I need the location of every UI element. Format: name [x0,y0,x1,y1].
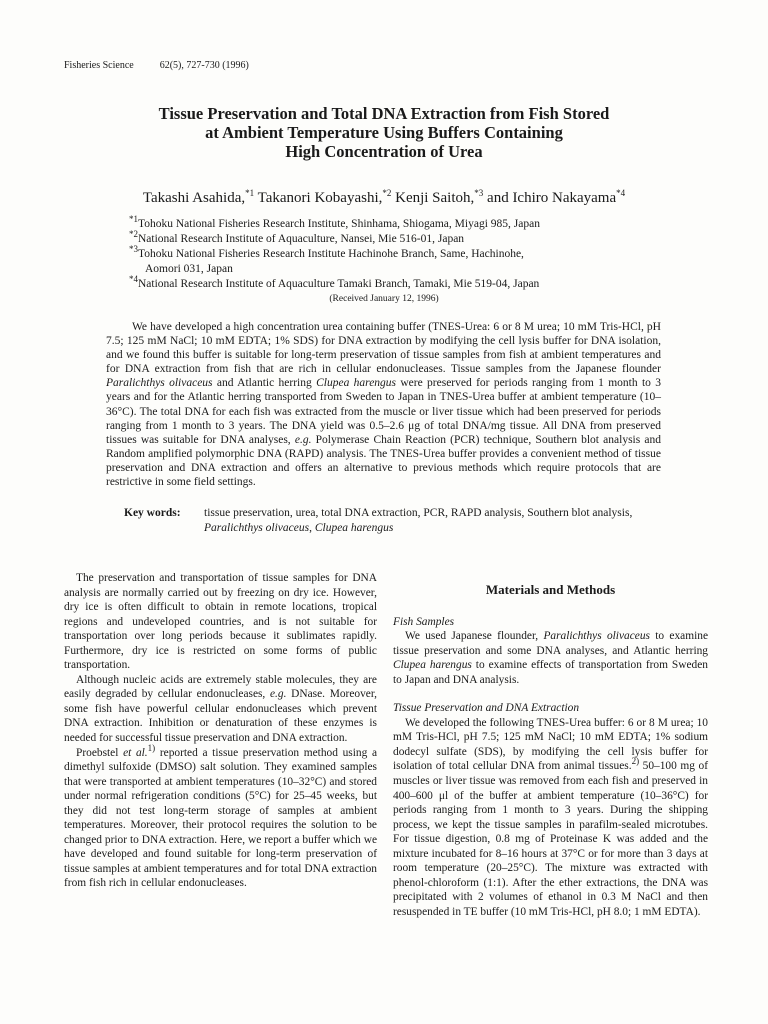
author-mark: *4 [616,188,626,198]
paragraph-text: to examine effects of transportation from Sweden to Japan and DNA analysis. [393,659,708,686]
reference-mark: 2) [631,756,640,767]
affiliation-text: National Research Institute of Aquaculture Tamaki Branch, Tamaki, Mie 519-04, Japan [138,278,540,290]
author-name: Takashi Asahida, [142,190,246,206]
intro-paragraph-1: The preservation and transportation of tissue samples for DNA analysis are normally carried out by freezing on dry ice. However, dry ice is often difficult to obtain in remote locations, tropical regions and undeveloped countries, and is not suitable for transportation over long periods because it sublimates rapidly. Furthermore, dry ice is restricted on some forms of public transportation. [64,572,377,672]
running-header [64,60,249,71]
affiliation-4 [129,274,669,292]
citation: 62(5), 727-730 (1996) [159,60,249,71]
paragraph-text: Although nucleic acids are extremely stable molecules, they are easily degraded by cellular endonucleases, [64,673,377,701]
paragraph-emphasis: et al. [123,746,148,759]
abstract-text: were preserved for periods ranging from 1 month to 3 years and for the Atlantic herring transported from Sweden to Japan in TNES-Urea buffer at ambient temperature (10–36°C). The total DNA for each fish was extracted from the muscle or liver tissue which had been preserved for periods ranging from 1 month to 3 years. The DNA yield was 0.5–2.6 μg of total DNA/mg tissue. All DNA from preserved tissues was suitable for DNA analyses, [106,377,661,446]
keywords-list [204,506,669,536]
author-name: and Ichiro Nakayama [487,190,617,206]
keyword-separator: , [309,522,315,534]
abstract-text: We have developed a high concentration urea containing buffer (TNES-Urea: 6 or 8 M urea; 10 mM Tris-HCl, pH 7.5; 125 mM NaCl; 10 mM EDTA; 1% SDS) for DNA extraction by modifying the cell lysis buffer for DNA isolation, and we found this buffer is suitable for long-term preservation of tissue samples from fish at ambient temperatures and for DNA extraction from fish that are rich in cellular endonucleases. Tissue samples from the Japanese flounder [106,321,661,376]
author-mark: *2 [382,188,392,198]
affiliation-mark: *1 [129,214,138,225]
paragraph-text: We developed the following TNES-Urea buffer: 6 or 8 M urea; 10 mM Tris-HCl, pH 7.5; 125 mM NaCl; 10 mM EDTA; 1% sodium dodecyl sulfate (SDS), by modifying the cell lysis buffer for isolation of total cellular DNA from animal tissues. [393,716,708,773]
keyword-text: tissue preservation, urea, total DNA extraction, PCR, RAPD analysis, Southern blot analysis, [204,507,633,519]
author-list [60,190,708,207]
affiliation-mark: *4 [129,274,138,285]
subsection-fish-samples: Fish Samples [393,615,455,628]
right-column [393,580,708,919]
keywords [124,506,669,536]
author-name: Takanori Kobayashi, [257,190,383,206]
abstract [106,320,661,489]
intro-paragraph-3 [64,742,377,891]
keywords-label: Key words: [124,507,181,519]
author-mark: *3 [474,188,484,198]
section-heading: Materials and Methods [485,582,616,597]
author-name: Kenji Saitoh, [395,190,475,206]
affiliations [129,214,669,292]
title-line-1: Tissue Preservation and Total DNA Extraction from Fish Stored [158,104,610,123]
abstract-text: Polymerase Chain Reaction (PCR) technique, Southern blot analysis and Random amplified polymorphic DNA (RAPD) analysis. The TNES-Urea buffer provides a convenient method of tissue preservation and DNA extraction and offers an alternative to previous methods which require protocols that are restrictive in some field settings. [106,433,661,489]
affiliation-text: National Research Institute of Aquaculture, Nansei, Mie 516-01, Japan [138,233,465,245]
journal-name: Fisheries Science [64,60,134,71]
affiliation-text: Tohoku National Fisheries Research Institute, Shinhama, Shiogama, Miyagi 985, Japan [138,218,540,230]
keyword-species: Paralichthys olivaceus [204,522,310,534]
affiliation-3 [129,244,669,262]
intro-paragraph-2 [64,673,377,746]
methods-paragraph-2 [393,716,708,920]
affiliation-1 [129,214,669,232]
paragraph-text: reported a tissue preservation method using a dimethyl sulfoxide (DMSO) salt solution. They examined samples that were transported at ambient temperatures (10–32°C) and stored under normal refrigeration conditions (5°C) for 25–45 weeks, but they did not test long-term storage of samples at ambient temperatures. Moreover, their protocol requires the solution to be changed prior to DNA extraction. Here, we report a buffer which we have developed and found suitable for long-term preservation of tissue samples at ambient temperatures and for total DNA extraction from fish rich in cellular endonucleases. [64,746,377,890]
species-name: Paralichthys olivaceus [543,630,650,643]
abstract-text: and Atlantic herring [212,377,317,390]
paragraph-text: 50–100 mg of muscles or liver tissue was removed from each fish and preserved in 400–600 μl of the buffer at ambient temperature (10–36°C) for periods ranging from 1 month to 3 years. During the shipping process, we kept the tissue samples in parafilm-sealed microtubes. For tissue digestion, 0.8 mg of Proteinase K was added and the mixture incubated for 8–16 hours at 37°C or for more than 3 days at room temperature (20–25°C). The mixture was extracted with phenol-chloroform (1:1). After the ether extractions, the DNA was precipitated with 2 volumes of ethanol in 0.3 M NaCl and then resuspended in TE buffer (10 mM Tris-HCl, pH 8.0; 1 mM EDTA). [393,760,709,918]
methods-paragraph-1 [393,629,708,687]
paragraph-text: to examine tissue preservation and some DNA analyses, and Atlantic herring [393,630,709,657]
reference-mark: 1) [147,742,156,753]
species-name: Clupea harengus [393,659,472,672]
species-name: Paralichthys olivaceus [106,377,213,390]
species-name: Clupea harengus [316,377,397,390]
paragraph-text: DNase. Moreover, some fish have powerful cellular endonucleases which prevent DNA extraction. Inhibition or denaturation of these enzymes is needed for successful tissue preservation and DNA extraction. [64,688,378,745]
abstract-emphasis: e.g. [294,433,312,446]
left-column [64,571,377,891]
affiliation-text: Tohoku National Fisheries Research Institute Hachinohe Branch, Same, Hachinohe, [138,248,524,260]
affiliation-2 [129,229,669,247]
paragraph-text: We used Japanese flounder, [405,630,544,643]
author-mark: *1 [245,188,255,198]
paragraph-text: Proebstel [76,746,124,759]
title-line-3: High Concentration of Urea [285,142,483,161]
affiliation-3-continued: Aomori 031, Japan [145,263,233,275]
received-date: (Received January 12, 1996) [329,294,439,304]
paragraph-emphasis: e.g. [270,688,287,701]
title-line-2: at Ambient Temperature Using Buffers Containing [205,123,563,142]
affiliation-mark: *3 [129,244,138,255]
keyword-species: Clupea harengus [314,522,394,534]
article-title [60,104,708,161]
affiliation-mark: *2 [129,229,138,240]
subsection-tissue-preservation: Tissue Preservation and DNA Extraction [393,702,580,715]
